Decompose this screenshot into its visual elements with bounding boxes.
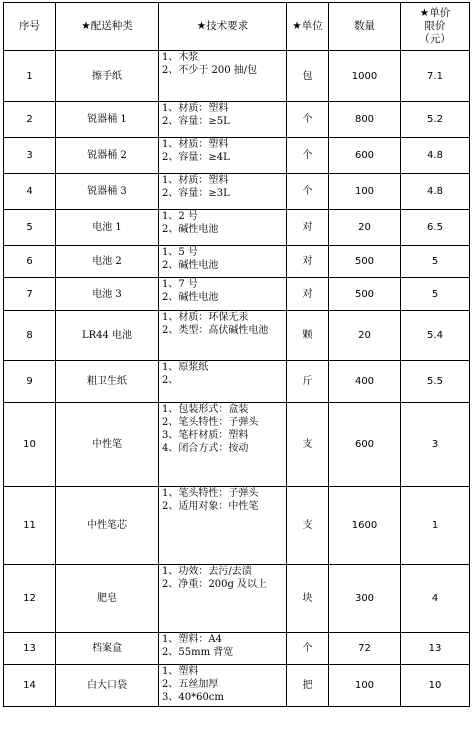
header-price-line-3: （元） bbox=[419, 33, 451, 45]
cell-index: 5 bbox=[4, 210, 56, 246]
requirement-line: 2、碱性电池 bbox=[162, 260, 219, 271]
cell-quantity: 300 bbox=[329, 565, 401, 633]
requirement-line: 2、碱性电池 bbox=[162, 224, 219, 235]
cell-index: 2 bbox=[4, 102, 56, 138]
table-row bbox=[4, 565, 470, 633]
cell-category: 锐器桶 3 bbox=[56, 174, 159, 210]
cell-price: 5 bbox=[401, 278, 470, 311]
cell-unit: 颗 bbox=[287, 311, 329, 361]
requirement-line: 2、容量：≥5L bbox=[162, 116, 230, 127]
table-row bbox=[4, 487, 470, 565]
table-row bbox=[4, 633, 470, 665]
cell-unit: 斤 bbox=[287, 361, 329, 403]
requirement-line: 2、55mm 背宽 bbox=[162, 647, 234, 658]
cell-price: 5.2 bbox=[401, 102, 470, 138]
cell-unit: 支 bbox=[287, 487, 329, 565]
requirement-line: 2、适用对象：中性笔 bbox=[162, 501, 259, 512]
requirement-line: 1、原浆纸 bbox=[162, 362, 209, 373]
cell-quantity: 600 bbox=[329, 403, 401, 487]
requirement-line: 4、闭合方式：按动 bbox=[162, 443, 249, 454]
cell-quantity: 600 bbox=[329, 138, 401, 174]
cell-index: 11 bbox=[4, 487, 56, 565]
requirement-line: 1、材质：环保无汞 bbox=[162, 312, 249, 323]
cell-unit: 个 bbox=[287, 102, 329, 138]
cell-unit: 包 bbox=[287, 51, 329, 102]
cell-quantity: 1000 bbox=[329, 51, 401, 102]
cell-index: 12 bbox=[4, 565, 56, 633]
cell-quantity: 100 bbox=[329, 665, 401, 707]
cell-quantity: 800 bbox=[329, 102, 401, 138]
cell-unit: 对 bbox=[287, 210, 329, 246]
cell-requirements bbox=[159, 246, 287, 278]
cell-category: 锐器桶 2 bbox=[56, 138, 159, 174]
table-row bbox=[4, 210, 470, 246]
cell-index: 10 bbox=[4, 403, 56, 487]
cell-category: 中性笔芯 bbox=[56, 487, 159, 565]
cell-category: 白大口袋 bbox=[56, 665, 159, 707]
cell-category: 电池 1 bbox=[56, 210, 159, 246]
cell-price: 4.8 bbox=[401, 138, 470, 174]
requirement-line: 1、木浆 bbox=[162, 52, 199, 63]
requirement-line: 2、 bbox=[162, 375, 179, 386]
cell-quantity: 20 bbox=[329, 210, 401, 246]
requirement-line: 1、7 号 bbox=[162, 279, 198, 290]
table-row bbox=[4, 311, 470, 361]
table-row bbox=[4, 174, 470, 210]
header-row bbox=[4, 3, 470, 51]
requirement-line: 2、类型：高伏碱性电池 bbox=[162, 325, 269, 336]
cell-quantity: 400 bbox=[329, 361, 401, 403]
cell-unit: 块 bbox=[287, 565, 329, 633]
header-unit: ★单位 bbox=[287, 3, 329, 51]
cell-requirements bbox=[159, 51, 287, 102]
requirement-line: 3、40*60cm bbox=[162, 692, 224, 703]
header-index: 序号 bbox=[4, 3, 56, 51]
cell-price: 4 bbox=[401, 565, 470, 633]
cell-quantity: 500 bbox=[329, 278, 401, 311]
cell-category: 电池 2 bbox=[56, 246, 159, 278]
cell-requirements bbox=[159, 565, 287, 633]
cell-index: 9 bbox=[4, 361, 56, 403]
table-row bbox=[4, 278, 470, 311]
cell-requirements bbox=[159, 633, 287, 665]
requirement-line: 1、2 号 bbox=[162, 211, 198, 222]
cell-price: 3 bbox=[401, 403, 470, 487]
requirement-line: 2、容量：≥4L bbox=[162, 152, 230, 163]
cell-unit: 支 bbox=[287, 403, 329, 487]
cell-category: 中性笔 bbox=[56, 403, 159, 487]
table-row bbox=[4, 138, 470, 174]
table-row bbox=[4, 246, 470, 278]
cell-category: 电池 3 bbox=[56, 278, 159, 311]
header-category: ★配送种类 bbox=[56, 3, 159, 51]
requirement-line: 2、容量：≥3L bbox=[162, 188, 230, 199]
table-row bbox=[4, 403, 470, 487]
cell-index: 1 bbox=[4, 51, 56, 102]
table-row bbox=[4, 665, 470, 707]
cell-unit: 把 bbox=[287, 665, 329, 707]
cell-requirements bbox=[159, 403, 287, 487]
header-requirements: ★技术要求 bbox=[159, 3, 287, 51]
cell-quantity: 500 bbox=[329, 246, 401, 278]
requirement-line: 1、笔头特性：子弹头 bbox=[162, 488, 259, 499]
requirement-line: 2、净重：200g 及以上 bbox=[162, 579, 268, 590]
cell-price: 5.5 bbox=[401, 361, 470, 403]
cell-index: 13 bbox=[4, 633, 56, 665]
cell-requirements bbox=[159, 278, 287, 311]
cell-requirements bbox=[159, 665, 287, 707]
table-row bbox=[4, 102, 470, 138]
table-row bbox=[4, 51, 470, 102]
cell-price: 6.5 bbox=[401, 210, 470, 246]
cell-category: 擦手纸 bbox=[56, 51, 159, 102]
requirement-line: 1、5 号 bbox=[162, 247, 198, 258]
cell-price: 13 bbox=[401, 633, 470, 665]
cell-quantity: 100 bbox=[329, 174, 401, 210]
cell-requirements bbox=[159, 174, 287, 210]
requirement-line: 1、塑料 bbox=[162, 666, 199, 677]
cell-unit: 对 bbox=[287, 246, 329, 278]
cell-price: 7.1 bbox=[401, 51, 470, 102]
cell-unit: 个 bbox=[287, 138, 329, 174]
cell-price: 1 bbox=[401, 487, 470, 565]
header-quantity: 数量 bbox=[329, 3, 401, 51]
procurement-table bbox=[3, 2, 470, 707]
header-price-limit bbox=[401, 3, 470, 51]
requirement-line: 1、塑料：A4 bbox=[162, 634, 222, 645]
header-price-line-1: ★单价 bbox=[419, 7, 451, 19]
cell-category: 档案盒 bbox=[56, 633, 159, 665]
cell-price: 5 bbox=[401, 246, 470, 278]
cell-unit: 对 bbox=[287, 278, 329, 311]
cell-requirements bbox=[159, 487, 287, 565]
requirement-line: 3、笔杆材质：塑料 bbox=[162, 430, 249, 441]
cell-category: 粗卫生纸 bbox=[56, 361, 159, 403]
cell-index: 8 bbox=[4, 311, 56, 361]
cell-price: 10 bbox=[401, 665, 470, 707]
cell-requirements bbox=[159, 102, 287, 138]
cell-quantity: 1600 bbox=[329, 487, 401, 565]
cell-price: 4.8 bbox=[401, 174, 470, 210]
cell-index: 3 bbox=[4, 138, 56, 174]
cell-requirements bbox=[159, 138, 287, 174]
cell-requirements bbox=[159, 210, 287, 246]
cell-category: 肥皂 bbox=[56, 565, 159, 633]
table-row bbox=[4, 361, 470, 403]
cell-requirements bbox=[159, 361, 287, 403]
cell-category: LR44 电池 bbox=[56, 311, 159, 361]
cell-unit: 个 bbox=[287, 174, 329, 210]
cell-category: 锐器桶 1 bbox=[56, 102, 159, 138]
cell-unit: 个 bbox=[287, 633, 329, 665]
requirement-line: 1、功效：去污/去渍 bbox=[162, 566, 252, 577]
cell-index: 7 bbox=[4, 278, 56, 311]
requirement-line: 1、材质：塑料 bbox=[162, 103, 229, 114]
cell-price: 5.4 bbox=[401, 311, 470, 361]
requirement-line: 1、材质：塑料 bbox=[162, 175, 229, 186]
requirement-line: 2、碱性电池 bbox=[162, 292, 219, 303]
cell-index: 14 bbox=[4, 665, 56, 707]
table-body bbox=[4, 51, 470, 707]
requirement-line: 1、包装形式：盒装 bbox=[162, 404, 249, 415]
cell-quantity: 20 bbox=[329, 311, 401, 361]
cell-index: 4 bbox=[4, 174, 56, 210]
requirement-line: 2、不少于 200 抽/包 bbox=[162, 65, 258, 76]
cell-requirements bbox=[159, 311, 287, 361]
cell-index: 6 bbox=[4, 246, 56, 278]
cell-quantity: 72 bbox=[329, 633, 401, 665]
requirement-line: 2、五丝加厚 bbox=[162, 679, 219, 690]
requirement-line: 1、材质：塑料 bbox=[162, 139, 229, 150]
requirement-line: 2、笔头特性：子弹头 bbox=[162, 417, 259, 428]
header-price-line-2: 限价 bbox=[424, 20, 446, 32]
